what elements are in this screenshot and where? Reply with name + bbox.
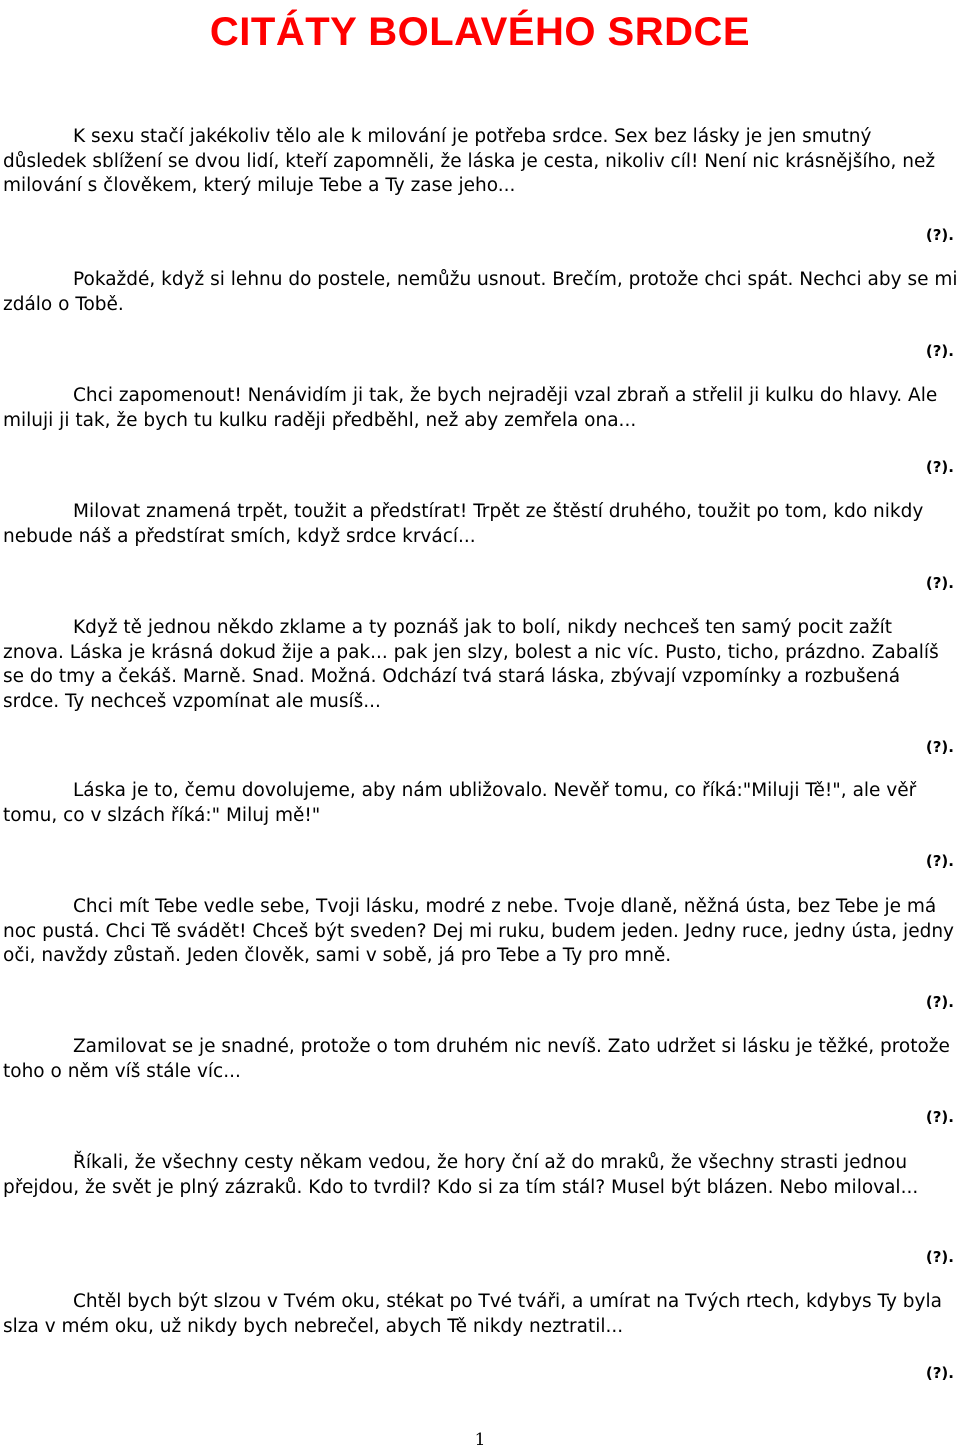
quote-author: (?). <box>925 226 954 244</box>
quote-text: Chci zapomenout! Nenávidím ji tak, že bych nejraději vzal zbraň a střelil ji kulku do hlavy. Ale miluji ji tak, že bych tu kulku raději předběhl, než aby zemřela ona... <box>3 385 938 431</box>
quote-author: (?). <box>925 993 954 1011</box>
quote-author: (?). <box>925 342 954 360</box>
quote-text: Láska je to, čemu dovolujeme, aby nám ubližovalo. Nevěř tomu, co říká:"Miluji Tě!", ale věř tomu, co v slzách říká:" Miluj mě!" <box>3 780 917 826</box>
quote-text: Chci mít Tebe vedle sebe, Tvoji lásku, modré z nebe. Tvoje dlaně, něžná ústa, bez Tebe je má noc pustá. Chci Tě svádět! Chceš být sveden? Dej mi ruku, budem jeden. Jedny ruce, jedny ústa, jedny oči, navždy zůstaň. Jeden člověk, sami v sobě, já pro Tebe a Ty pro mně. <box>3 896 954 966</box>
quote-text: Pokaždé, když si lehnu do postele, nemůžu usnout. Brečím, protože chci spát. Nechci aby se mi zdálo o Tobě. <box>3 269 958 315</box>
page-number: 1 <box>474 1430 486 1450</box>
quote-text: Říkali, že všechny cesty někam vedou, že hory ční až do mraků, že všechny strasti jednou přejdou, že svět je plný zázraků. Kdo to tvrdil? Kdo si za tím stál? Musel být blázen. Nebo miloval... <box>3 1152 919 1198</box>
quote-author: (?). <box>925 1364 954 1382</box>
quote-author: (?). <box>925 852 954 870</box>
quote-author: (?). <box>925 738 954 756</box>
quote-author: (?). <box>925 1248 954 1266</box>
quote-text: Chtěl bych být slzou v Tvém oku, stékat po Tvé tváři, a umírat na Tvých rtech, kdybys Ty byla slza v mém oku, už nikdy bych nebrečel, abych Tě nikdy neztratil... <box>3 1291 942 1337</box>
quote-author: (?). <box>925 1108 954 1126</box>
quote-author: (?). <box>925 458 954 476</box>
quote-text: K sexu stačí jakékoliv tělo ale k milování je potřeba srdce. Sex bez lásky je jen smutný důsledek sblížení se dvou lidí, kteří zapomněli, že láska je cesta, nikoliv cíl! Není nic krásnějšího, než milování s člověkem, který miluje Tebe a Ty zase jeho... <box>3 126 936 196</box>
quote-text: Když tě jednou někdo zklame a ty poznáš jak to bolí, nikdy nechceš ten samý pocit zažít znova. Láska je krásná dokud žije a pak... pak jen slzy, bolest a nic víc. Pusto, ticho, prázdno. Zabalíš se do tmy a čekáš. Marně. Snad. Možná. Odchází tvá stará láska, zbývají vzpomínky a rozbušená srdce. Ty nechceš vzpomínat ale musíš... <box>3 617 939 712</box>
quote-author: (?). <box>925 574 954 592</box>
quote-text: Milovat znamená trpět, toužit a předstírat! Trpět ze štěstí druhého, toužit po tom, kdo nikdy nebude náš a předstírat smích, když srdce krvácí... <box>3 501 924 547</box>
page-title: CITÁTY BOLAVÉHO SRDCE <box>209 10 751 54</box>
quote-text: Zamilovat se je snadné, protože o tom druhém nic nevíš. Zato udržet si lásku je těžké, protože toho o něm víš stále víc... <box>3 1036 950 1082</box>
